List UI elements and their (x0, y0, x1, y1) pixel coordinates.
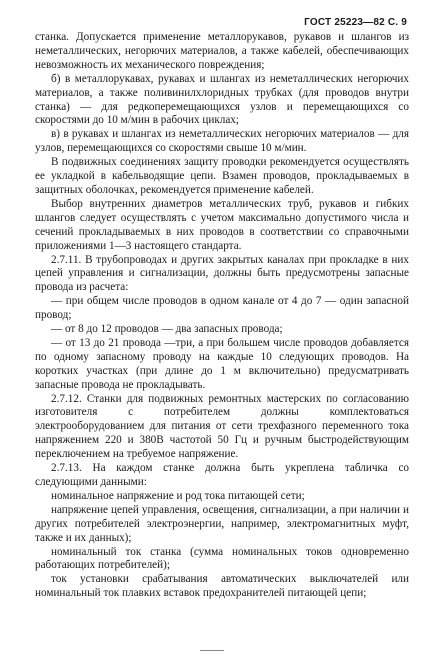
paragraph: станка. Допускается применение металлорукавов, рукавов и шлангов из неметаллических, негорючих материалов, а также кабелей, обеспечивающих невозможность их механического повреждения; (35, 31, 409, 71)
footer-rule (200, 650, 224, 651)
list-item: — от 8 до 12 проводов — два запасных провода; (51, 323, 283, 336)
paragraph: 2.7.11. В трубопроводах и других закрытых каналах при прокладке в них цепей управления и сигнализации, должны быть предусмотрены запасные провода из расчета: (35, 253, 409, 294)
paragraph: б) в металлорукавах, рукавах и шлангах из неметаллических негорючих материалов, а также поливинилхлоридных трубках (для проводов внутри станка) — для редкоперемещающихся узлов и перемещающихся со скоростями до 10 м/мин в рабочих циклах; (35, 72, 409, 127)
paragraph: в) в рукавах и шлангах из неметаллических негорючих материалов — для узлов, перемещающихся со скоростями свыше 10 м/мин. (35, 128, 409, 155)
list-item: — при общем числе проводов в одном канале от 4 до 7 — один запасной провод; (35, 295, 409, 322)
paragraph: В подвижных соединениях защиту проводки рекомендуется осуществлять ее укладкой в кабельводящие цепи. Взамен проводов, прокладываемых в защитных оболочках, рекомендуется применение кабелей. (35, 156, 409, 196)
paragraph: 2.7.12. Станки для подвижных ремонтных мастерских по согласованию изготовителя с потребителем должны комплектоваться электрооборудованием для питания от сети трехфазного переменного тока напряжением 220 и 380В частотой 50 Гц и ручным быстродействующим переключением на требуемое напряжение. (35, 392, 409, 461)
list-item: — от 13 до 21 провода —три, а при большем числе проводов добавляется по одному запасному проводу на каждые 10 следующих проводов. На коротких участках (при длине до 1 м включительно) предусматривать запасные провода не прокладывать. (35, 336, 409, 391)
list-item: номинальный ток станка (сумма номинальных токов одновременно работающих потребителей); (35, 545, 409, 572)
list-item: ток установки срабатывания автоматических выключателей или номинальный ток плавких вставок предохранителей питающей цепи; (35, 573, 409, 600)
list-item: номинальное напряжение и род тока питающей сети; (51, 489, 305, 502)
page-header: ГОСТ 25223—82 С. 9 (304, 17, 407, 28)
paragraph: Выбор внутренних диаметров металлических труб, рукавов и гибких шлангов следует осуществлять с учетом максимально допустимого числа и сечений прокладываемых в них проводов в соответствии со справочными приложениями 1—3 настоящего стандарта. (35, 197, 409, 252)
document-body (35, 31, 409, 601)
paragraph: 2.7.13. На каждом станке должна быть укреплена табличка со следующими данными: (35, 462, 409, 488)
list-item: напряжение цепей управления, освещения, сигнализации, а при наличии и других потребителей электроэнергии, например, электромагнитных муфт, также и их данных); (35, 503, 409, 544)
